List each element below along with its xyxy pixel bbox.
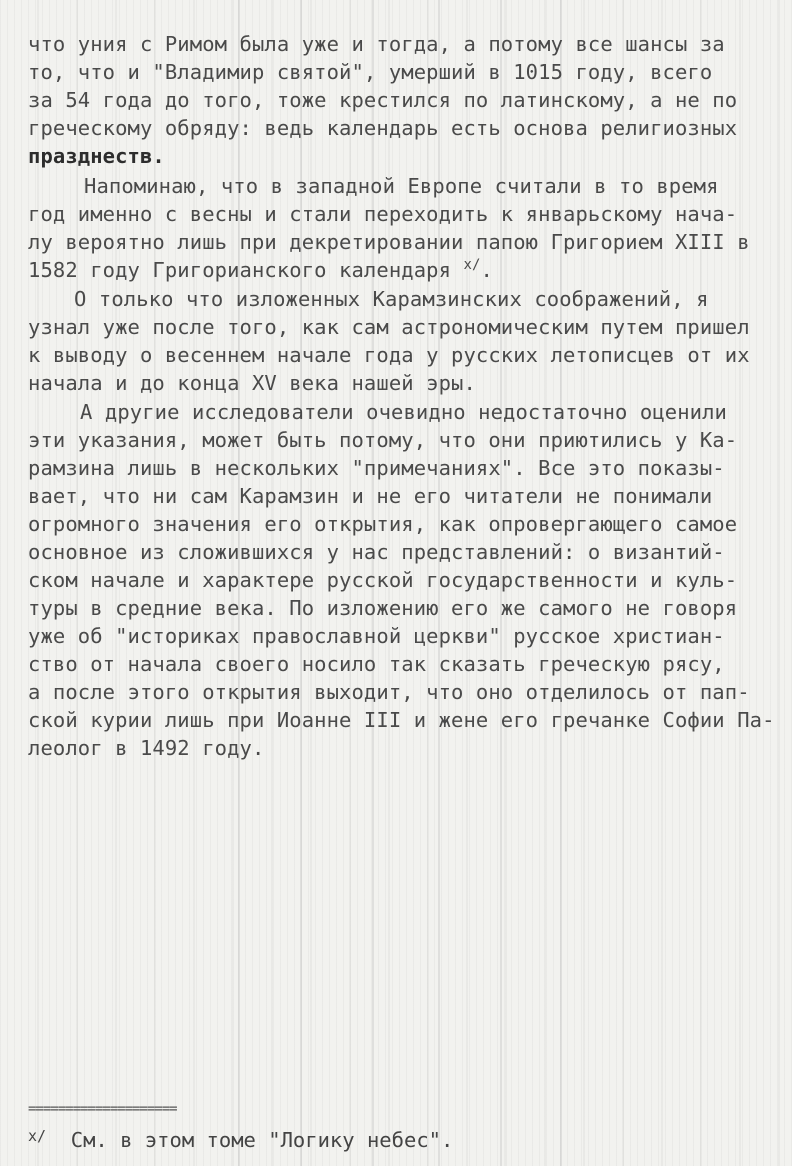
text-line: за 54 года до того, тоже крестился по латинскому, а не по [28, 88, 738, 112]
text-line: узнал уже после того, как сам астрономическим путем пришел [28, 315, 750, 339]
text-line: а после этого открытия выходит, что оно отделилось от пап- [28, 680, 750, 704]
text-line: начала и до конца XV века нашей эры. [28, 371, 476, 395]
text-line: к выводу о весеннем начале года у русских летописцев от их [28, 343, 750, 367]
footnote-separator: ==================== [28, 1101, 177, 1117]
text-line: ском начале и характере русской государственности и куль- [28, 568, 738, 592]
text-line: 1582 году Григорианского календаря [28, 258, 452, 282]
text-line: что уния с Римом была уже и тогда, а потому все шансы за [28, 32, 725, 56]
line-end: . [480, 258, 493, 282]
text-line-with-footnote [28, 256, 493, 287]
text-line: греческому обряду: ведь календарь есть основа религиозных [28, 116, 738, 140]
text-line: лу вероятно лишь при декретировании папою Григорием XIII в [28, 230, 750, 254]
footnote-mark: x/ [28, 1127, 47, 1145]
text-line: празднеств. [28, 144, 165, 168]
text-line: огромного значения его открытия, как опровергающего самое [28, 512, 738, 536]
text-line: уже об "историках православной церкви" русское христиан- [28, 624, 725, 648]
text-line: то, что и "Владимир святой", умерший в 1015 году, всего [28, 60, 713, 84]
text-line: ской курии лишь при Иоанне III и жене его гречанке Софии Па- [28, 708, 775, 732]
text-line: А другие исследователи очевидно недостаточно оценили [80, 400, 727, 424]
text-line: год именно с весны и стали переходить к январьскому нача- [28, 202, 738, 226]
text-line: эти указания, может быть потому, что они приютились у Ка- [28, 428, 738, 452]
footnote-marker: x/ [463, 257, 481, 273]
text-line: рамзина лишь в нескольких "примечаниях". Все это показы- [28, 456, 725, 480]
text-line: туры в средние века. По изложению его же самого не говоря [28, 596, 738, 620]
footnote [28, 1126, 453, 1156]
text-line: ство от начала своего носило так сказать греческую рясу, [28, 652, 725, 676]
text-line: О только что изложенных Карамзинских соображений, я [74, 287, 709, 311]
text-line: основное из сложившихся у нас представлений: о византий- [28, 540, 725, 564]
footnote-text: См. в этом томе "Логику небес". [70, 1128, 454, 1152]
text-line: Напоминаю, что в западной Европе считали в то время [84, 174, 719, 198]
text-line: леолог в 1492 году. [28, 736, 265, 760]
text-line: вает, что ни сам Карамзин и не его читатели не понимали [28, 484, 713, 508]
